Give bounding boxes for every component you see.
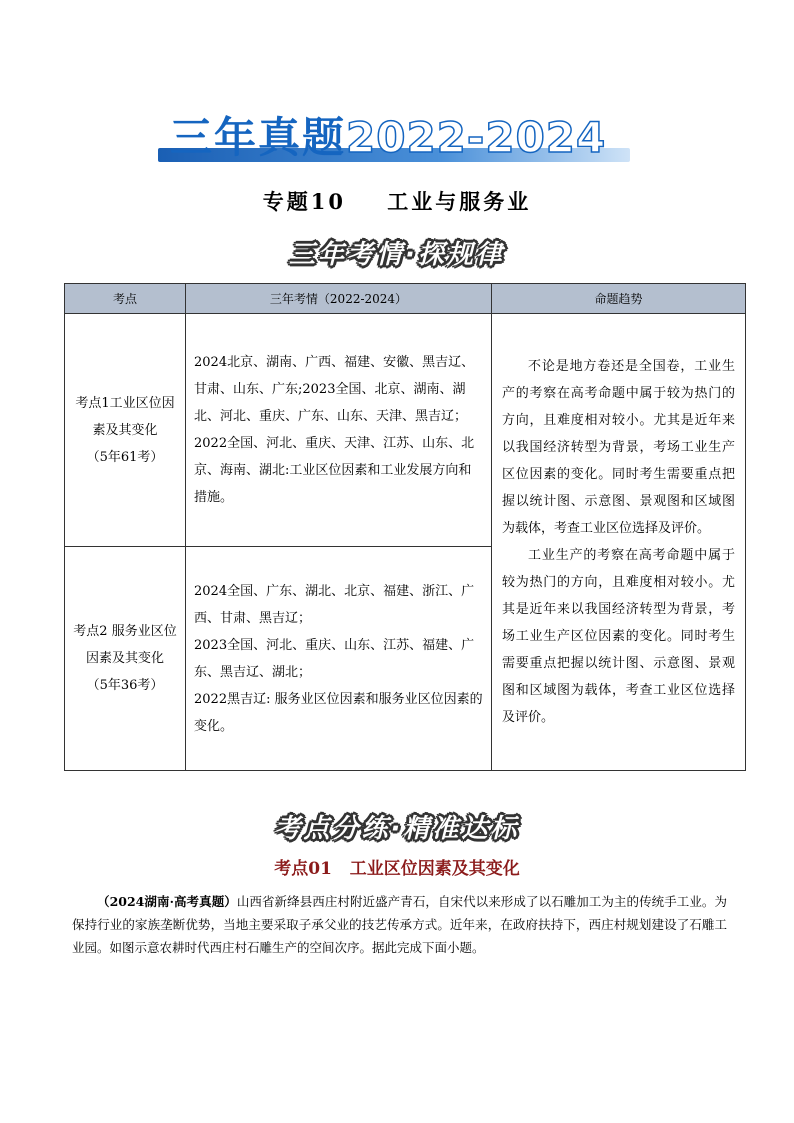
subject-title: 工业与服务业	[387, 189, 532, 214]
table-header-row	[65, 284, 746, 314]
point-cell	[65, 314, 186, 547]
header-trend: 命题趋势	[492, 284, 746, 314]
banner-main-text: 三年真题	[170, 113, 347, 162]
trend-paragraph: 不论是地方卷还是全国卷，工业生产的考察在高考命题中属于较为热门的方向，且难度相对较小。尤其是近年来以我国经济转型为背景，考场工业生产区位因素的变化。同时考生需要重点把握以统计图、示意图、景观图和区域图为载体，考查工业区位选择及评价。	[502, 359, 735, 536]
banner-title	[170, 112, 606, 164]
ribbon-practice: 考点分练·精准达标	[274, 814, 520, 844]
question-paragraph	[72, 890, 727, 959]
years-line: 2023全国、河北、重庆、山东、江苏、福建、广东、黑吉辽、湖北；	[194, 637, 475, 680]
point-count: （5年61考）	[86, 449, 164, 465]
trend-paragraph: 工业生产的考察在高考命题中属于较为热门的方向，且难度相对较小。尤其是近年来以我国经济转型为背景，考场工业生产区位因素的变化。同时考生需要重点把握以统计图、示意图、景观图和区域图为载体，考查工业区位选择及评价。	[502, 548, 735, 725]
subject-label: 专题10	[262, 189, 346, 214]
banner-years: 2022-2024	[346, 113, 607, 162]
question-source: （2024湖南·高考真题）	[97, 894, 237, 909]
section-title	[0, 854, 794, 879]
subject-heading	[0, 186, 794, 216]
ribbon-overview: 三年考情·探规律	[289, 240, 505, 270]
years-cell	[186, 547, 492, 771]
question-text: 山西省新绛县西庄村附近盛产青石，自宋代以来形成了以石雕加工为主的传统手工业。为保持行业的家族垄断优势，当地主要采取子承父业的技艺传承方式。近年来，在政府扶持下，西庄村规划建设了石雕工业园。如图示意农耕时代西庄村石雕生产的空间次序。据此完成下面小题。	[72, 894, 727, 955]
years-line: 2022黑吉辽: 服务业区位因素和服务业区位因素的变化。	[194, 691, 483, 734]
point-name: 考点1工业区位因素及其变化	[75, 395, 175, 438]
table-row	[65, 314, 746, 547]
point-count: （5年36考）	[86, 678, 164, 693]
section-name: 工业区位因素及其变化	[349, 859, 520, 879]
trend-cell	[492, 314, 746, 771]
years-cell: 2024北京、湖南、广西、福建、安徽、黑吉辽、甘肃、山东、广东;2023全国、北京、湖南、湖北、河北、重庆、广东、山东、天津、黑吉辽；2022全国、河北、重庆、天津、江苏、山东、北京、海南、湖北:工业区位因素和工业发展方向和措施。	[186, 314, 492, 547]
header-point: 考点	[65, 284, 186, 314]
years-line: 2024全国、广东、湖北、北京、福建、浙江、广西、甘肃、黑吉辽；	[194, 583, 475, 626]
section-number: 考点01	[274, 859, 332, 879]
header-years: 三年考情（2022-2024）	[186, 284, 492, 314]
title-banner	[158, 112, 638, 170]
point-name: 考点2 服务业区位因素及其变化	[73, 624, 177, 666]
overview-table	[64, 283, 746, 771]
point-cell	[65, 547, 186, 771]
